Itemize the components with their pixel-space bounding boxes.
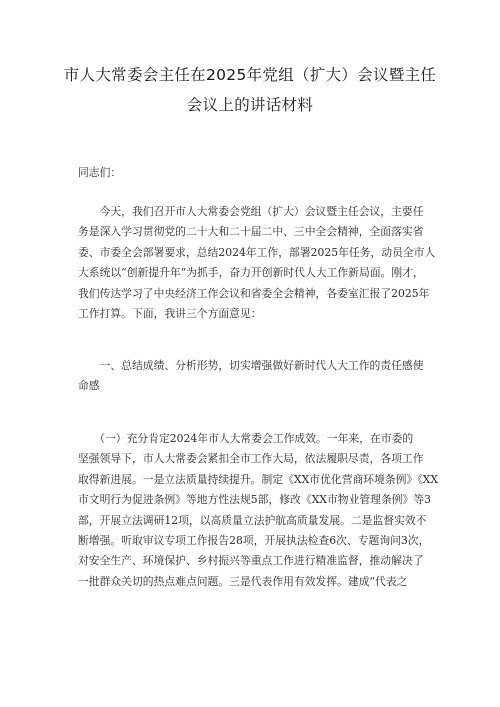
text-line: 工作打算。下面，我讲三个方面意见：	[78, 307, 262, 321]
salutation	[78, 163, 430, 183]
text-line: （一）充分肯定2024年市人大常委会工作成效。一年来，在市委的	[78, 432, 414, 445]
document-title	[40, 60, 460, 120]
text-line: 命感	[78, 379, 100, 393]
text-line: 坚强领导下，市人大常委会紧扣全市工作大局，依法履职尽责，各项工作	[78, 452, 424, 466]
salutation-text: 同志们：	[78, 166, 122, 179]
text-line: 市文明行为促进条例》等地方性法规5部，修改《XX市物业管理条例》等3	[78, 493, 432, 507]
text-line: 务是深入学习贯彻党的二十大和二十届二中、三中全会精神，全面落实省	[78, 225, 424, 239]
text-line: 一、总结成绩、分析形势，切实增强做好新时代人大工作的责任感使	[78, 359, 424, 372]
text-line: 取得新进展。一是立法质量持续提升。制定《XX市优化营商环境条例》《XX	[78, 472, 439, 486]
text-line: 对安全生产、环境保护、乡村振兴等重点工作进行精准监督，推动解决了	[78, 554, 424, 568]
text-line: 今天，我们召开市人大常委会党组（扩大）会议暨主任会议，主要任	[78, 205, 424, 218]
title-line: 市人大常委会主任在2025年党组（扩大）会议暨主任	[63, 66, 437, 84]
paragraph-intro	[78, 202, 436, 324]
text-line: 委、市委全会部署要求，总结2024年工作，部署2025年任务，动员全市人	[78, 245, 436, 259]
text-line: 一批群众关切的热点难点问题。三是代表作用有效发挥。建成“代表之	[78, 574, 408, 588]
section-heading-1	[78, 356, 430, 397]
text-line: 大系统以“创新提升年”为抓手，奋力开创新时代人大工作新局面。刚才，	[78, 266, 424, 280]
text-line: 我们传达学习了中央经济工作会议和省委全会精神，各委室汇报了2025年	[78, 286, 430, 300]
text-line: 部，开展立法调研12项，以高质量立法护航高质量发展。二是监督实效不	[78, 513, 427, 527]
paragraph-achievements	[78, 429, 439, 592]
title-line: 会议上的讲话材料	[186, 96, 314, 114]
text-line: 断增强。听取审议专项工作报告28项，开展执法检查6次、专题询问3次，	[78, 534, 430, 548]
